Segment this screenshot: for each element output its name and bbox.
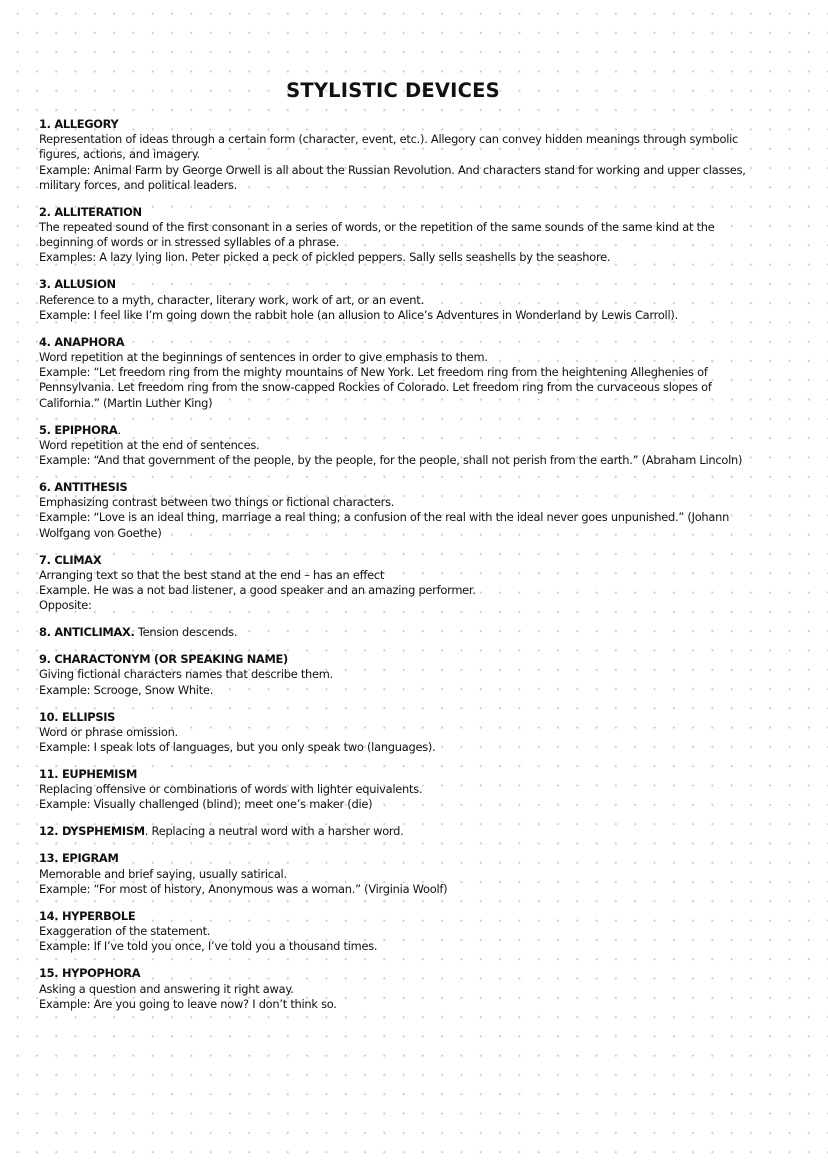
- device-climax: [39, 553, 759, 614]
- device-anaphora: [39, 335, 759, 411]
- device-example: Example: Animal Farm by George Orwell is all about the Russian Revolution. And characters stand for working and upper classes, military forces, and political leaders.: [39, 162, 746, 192]
- device-definition: Arranging text so that the best stand at the end – has an effect: [39, 567, 385, 582]
- device-heading: 3. ALLUSION: [39, 277, 116, 292]
- device-example: Example: “For most of history, Anonymous was a woman.” (Virginia Woolf): [39, 881, 448, 896]
- device-definition: Memorable and brief saying, usually satirical.: [39, 866, 287, 881]
- device-heading: 14. HYPERBOLE: [39, 908, 136, 923]
- device-allegory: [39, 117, 759, 193]
- device-definition: Giving fictional characters names that describe them.: [39, 667, 334, 682]
- device-example: Example: “And that government of the people, by the people, for the people, shall not perish from the earth.” (Abraham Lincoln): [39, 453, 743, 468]
- device-example: Example: Scrooge, Snow White.: [39, 682, 214, 697]
- device-example: Example: Are you going to leave now? I don’t think so.: [39, 996, 337, 1011]
- device-heading: 8. ANTICLIMAX.: [39, 625, 135, 640]
- device-epigram: [39, 851, 759, 897]
- device-definition: Emphasizing contrast between two things or fictional characters.: [39, 495, 395, 510]
- device-opposite-label: Opposite:: [39, 598, 92, 613]
- device-heading: 9. CHARACTONYM (OR SPEAKING NAME): [39, 652, 288, 667]
- device-epiphora: [39, 423, 759, 469]
- device-heading: 6. ANTITHESIS: [39, 480, 128, 495]
- device-definition: Exaggeration of the statement.: [39, 924, 211, 939]
- device-hyperbole: [39, 909, 759, 955]
- device-definition: The repeated sound of the first consonant in a series of words, or the repetition of the same sounds of the same kind at the beginning of words or in stressed syllables of a phrase.: [39, 220, 715, 250]
- device-heading: 10. ELLIPSIS: [39, 709, 116, 724]
- device-definition: Tension descends.: [134, 625, 238, 640]
- stylistic-devices-list: [39, 117, 759, 1024]
- device-definition: Reference to a myth, character, literary work, work of art, or an event.: [39, 292, 424, 307]
- device-heading: 2. ALLITERATION: [39, 204, 142, 219]
- device-example: Example: “Love is an ideal thing, marriage a real thing; a confusion of the real with the ideal never goes unpunished.” (Johann Wolfgang von Goethe): [39, 510, 730, 540]
- device-example: Example: “Let freedom ring from the mighty mountains of New York. Let freedom ring from the heightening Alleghenies of Pennsylvania. Let freedom ring from the snow-capped Rockies of Colorado. Let freedom ring from the curvaceous slopes of California.” (Martin Luther King): [39, 365, 712, 410]
- heading-suffix: .: [117, 422, 121, 437]
- device-heading-line: [39, 824, 759, 839]
- device-hypophora: [39, 966, 759, 1012]
- device-definition: Word repetition at the end of sentences.: [39, 437, 260, 452]
- device-alliteration: [39, 205, 759, 266]
- device-heading: 11. EUPHEMISM: [39, 767, 138, 782]
- device-heading: 4. ANAPHORA: [39, 334, 125, 349]
- device-heading-line: [39, 625, 759, 640]
- device-definition: Asking a question and answering it right away.: [39, 981, 294, 996]
- device-definition: Word or phrase omission.: [39, 724, 178, 739]
- device-definition: Representation of ideas through a certain form (character, event, etc.). Allegory can convey hidden meanings through symbolic figures, actions, and imagery.: [39, 132, 739, 162]
- device-example: Example. He was a not bad listener, a good speaker and an amazing performer.: [39, 583, 476, 598]
- device-heading-line: [39, 423, 759, 438]
- device-allusion: [39, 277, 759, 323]
- device-anticlimax: [39, 625, 759, 640]
- device-antithesis: [39, 480, 759, 541]
- device-charactonym: [39, 652, 759, 698]
- device-heading: 7. CLIMAX: [39, 552, 102, 567]
- device-example: Example: I feel like I’m going down the rabbit hole (an allusion to Alice’s Adventures in Wonderland by Lewis Carroll).: [39, 307, 678, 322]
- device-heading: 12. DYSPHEMISM: [39, 824, 145, 839]
- device-ellipsis: [39, 710, 759, 756]
- device-example: Example: I speak lots of languages, but you only speak two (languages).: [39, 740, 436, 755]
- device-example: Example: If I’ve told you once, I’ve told you a thousand times.: [39, 939, 378, 954]
- device-example: Examples: A lazy lying lion. Peter picked a peck of pickled peppers. Sally sells seashells by the seashore.: [39, 250, 611, 265]
- device-heading: 13. EPIGRAM: [39, 851, 119, 866]
- device-example: Example: Visually challenged (blind); meet one’s maker (die): [39, 797, 373, 812]
- page-title: STYLISTIC DEVICES: [286, 79, 500, 102]
- device-dysphemism: [39, 824, 759, 839]
- device-definition: . Replacing a neutral word with a harsher word.: [144, 824, 404, 839]
- device-definition: Word repetition at the beginnings of sentences in order to give emphasis to them.: [39, 350, 488, 365]
- device-euphemism: [39, 767, 759, 813]
- device-heading: 5. EPIPHORA: [39, 422, 118, 437]
- device-heading: 15. HYPOPHORA: [39, 966, 141, 981]
- device-heading: 1. ALLEGORY: [39, 117, 119, 131]
- device-definition: Replacing offensive or combinations of words with lighter equivalents.: [39, 782, 423, 797]
